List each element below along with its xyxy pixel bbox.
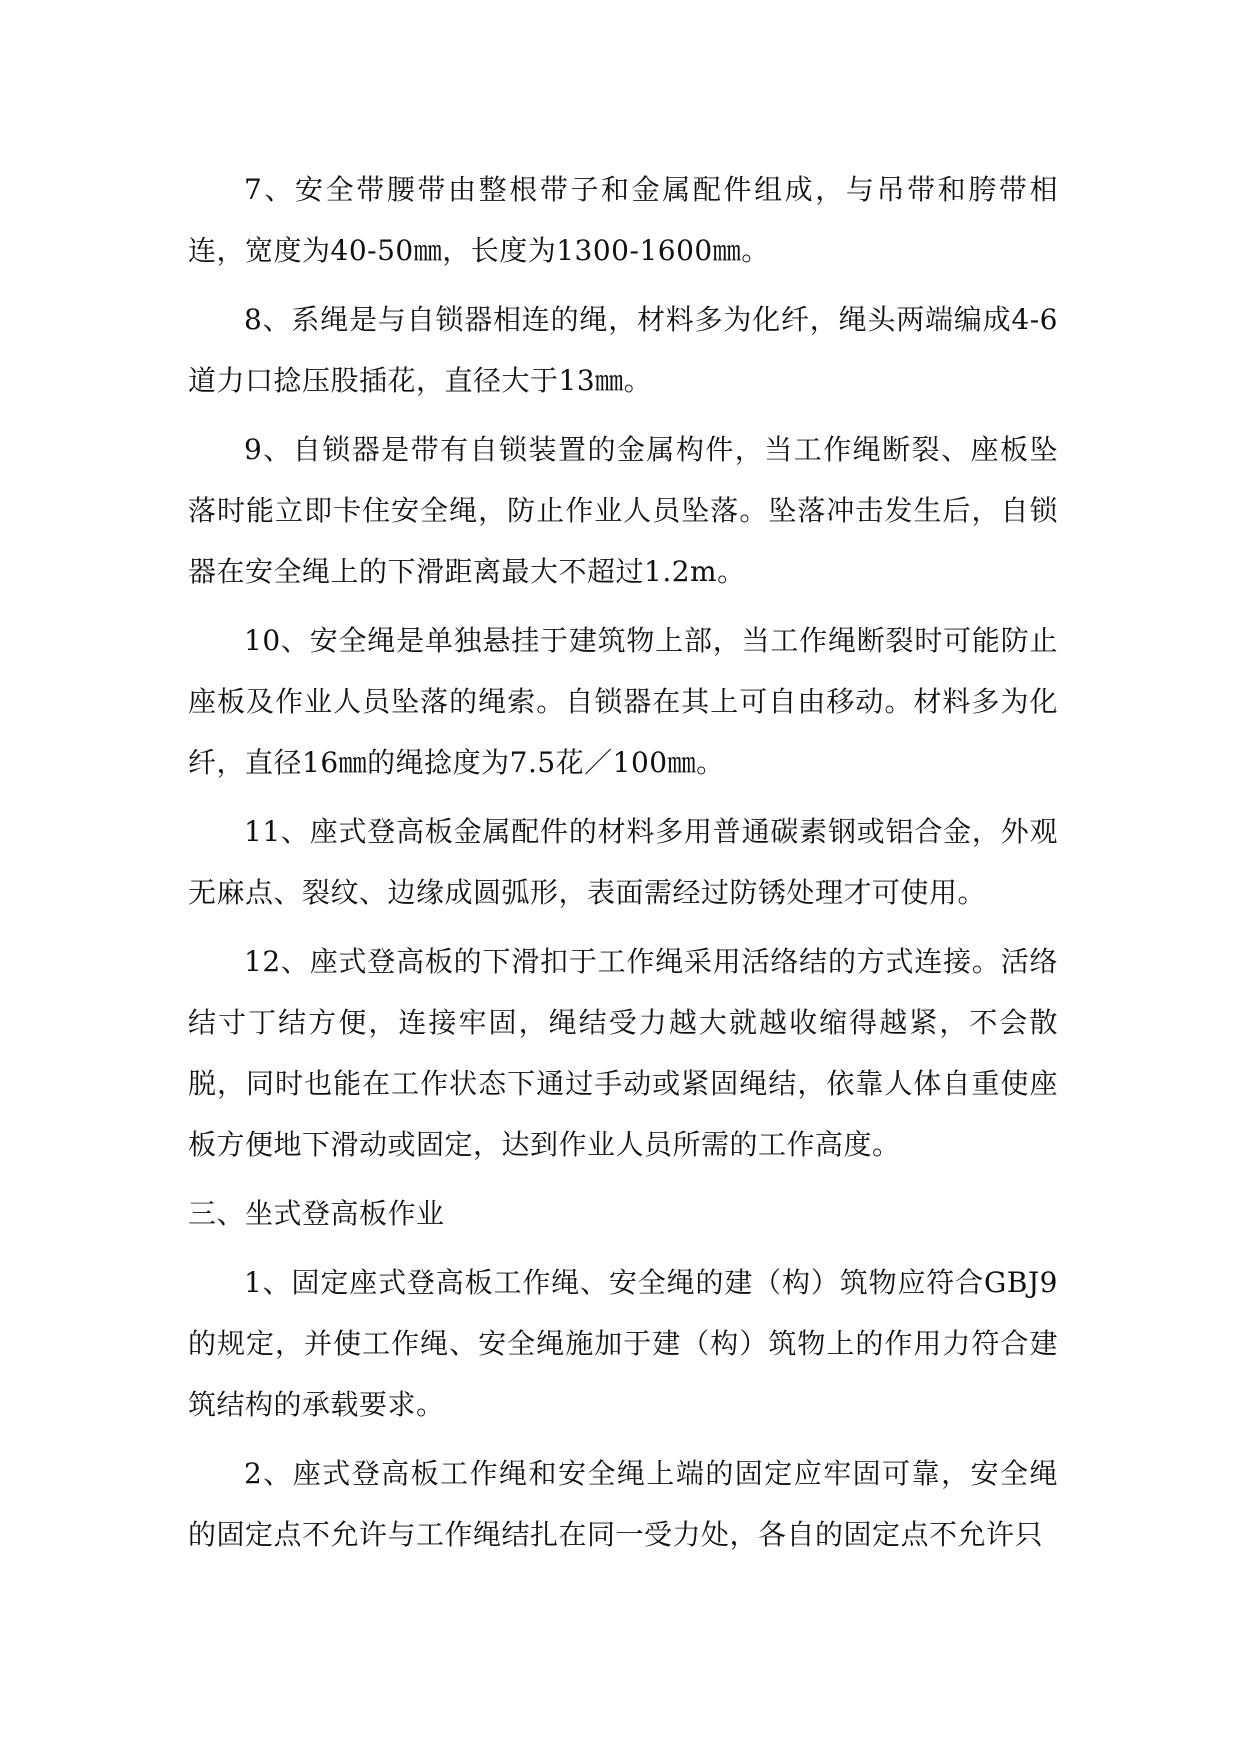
paragraph-9: 9、自锁器是带有自锁装置的金属构件，当工作绳断裂、座板坠落时能立即卡住安全绳，防止作业人员坠落。坠落冲击发生后，自锁器在安全绳上的下滑距离最大不超过1.2m。	[188, 433, 1058, 588]
section-heading: 三、坐式登高板作业	[188, 1197, 445, 1230]
section-paragraph-1: 1、固定座式登高板工作绳、安全绳的建（构）筑物应符合GBJ9的规定，并使工作绳、安全绳施加于建（构）筑物上的作用力符合建筑结构的承载要求。	[188, 1266, 1058, 1421]
paragraph-11: 11、座式登高板金属配件的材料多用普通碳素钢或铝合金，外观无麻点、裂纹、边缘成圆弧形，表面需经过防锈处理才可使用。	[188, 815, 1058, 909]
paragraph-7: 7、安全带腰带由整根带子和金属配件组成，与吊带和胯带相连，宽度为40-50㎜，长度为1300-1600㎜。	[188, 173, 1058, 267]
paragraph-8: 8、系绳是与自锁器相连的绳，材料多为化纤，绳头两端编成4-6道力口捻压股插花，直径大于13㎜。	[188, 303, 1058, 397]
document-body	[188, 159, 1058, 1573]
paragraph-12: 12、座式登高板的下滑扣于工作绳采用活络结的方式连接。活络结寸丁结方便，连接牢固，绳结受力越大就越收缩得越紧，不会散脱，同时也能在工作状态下通过手动或紧固绳结，依靠人体自重使座板方便地下滑动或固定，达到作业人员所需的工作高度。	[188, 945, 1058, 1161]
paragraph-10: 10、安全绳是单独悬挂于建筑物上部，当工作绳断裂时可能防止座板及作业人员坠落的绳索。自锁器在其上可自由移动。材料多为化纤，直径16㎜的绳捻度为7.5花／100㎜。	[188, 624, 1058, 779]
section-paragraph-2: 2、座式登高板工作绳和安全绳上端的固定应牢固可靠，安全绳的固定点不允许与工作绳结扎在同一受力处，各自的固定点不允许只	[188, 1457, 1058, 1551]
